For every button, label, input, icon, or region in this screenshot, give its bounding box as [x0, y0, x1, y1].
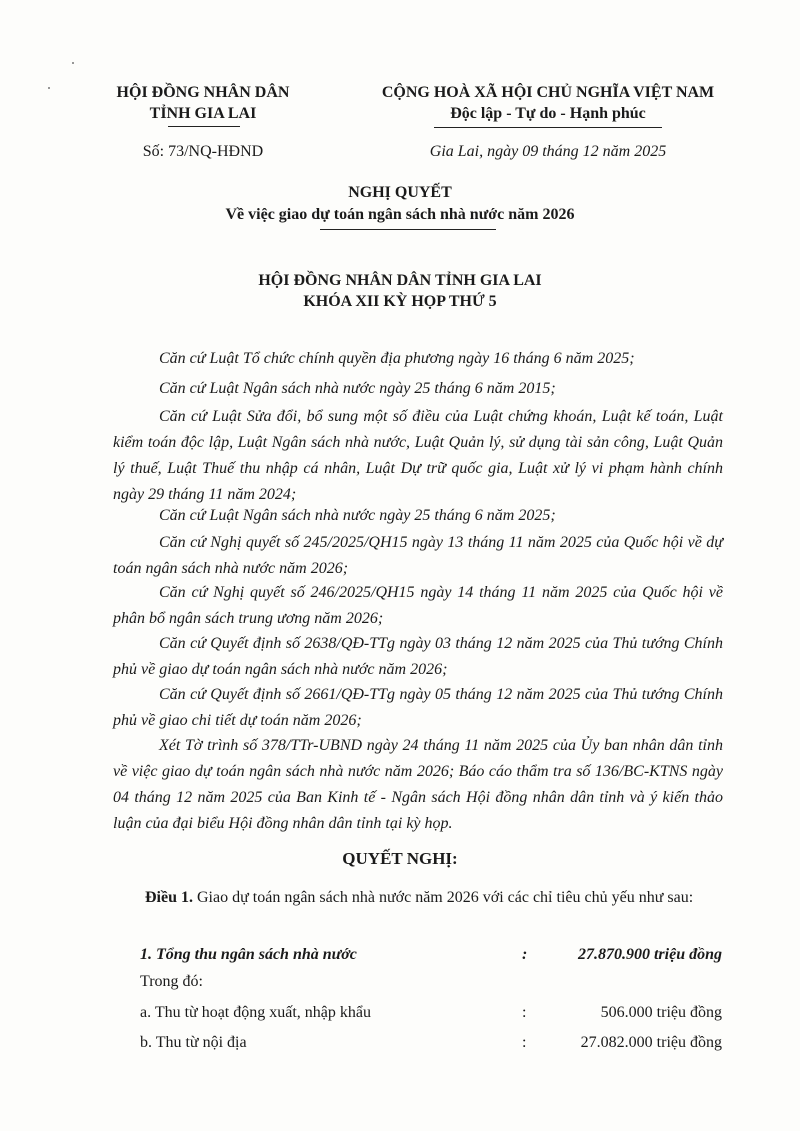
council-province: TỈNH GIA LAI: [149, 105, 257, 122]
scan-speck: [48, 87, 50, 89]
budget-item-row: [140, 1034, 722, 1058]
document-number: Số: 73/NQ-HĐND: [142, 143, 264, 160]
issuer-session: KHÓA XII KỲ HỌP THỨ 5: [303, 293, 497, 310]
council-name: HỘI ĐỒNG NHÂN DÂN: [116, 84, 290, 101]
header-underline-right: [434, 127, 662, 128]
preamble-item: Căn cứ Luật Ngân sách nhà nước ngày 25 tháng 6 năm 2015;: [159, 380, 556, 397]
separator-colon: :: [522, 1004, 527, 1021]
national-motto: Độc lập - Tự do - Hạnh phúc: [450, 105, 646, 122]
budget-item-label: a. Thu từ hoạt động xuất, nhập khẩu: [140, 1004, 371, 1021]
budget-total-row: [140, 946, 722, 970]
budget-item-label: b. Thu từ nội địa: [140, 1034, 247, 1051]
preamble-item: Căn cứ Luật Ngân sách nhà nước ngày 25 tháng 6 năm 2025;: [159, 507, 556, 524]
decision-heading: QUYẾT NGHỊ:: [342, 849, 458, 868]
separator-colon: :: [522, 946, 528, 963]
budget-item-value: 506.000 triệu đồng: [600, 1004, 722, 1021]
header-underline-left: [168, 126, 240, 127]
issuer-name: HỘI ĐỒNG NHÂN DÂN TỈNH GIA LAI: [258, 272, 542, 289]
preamble-item: Căn cứ Luật Sửa đổi, bổ sung một số điều của Luật chứng khoán, Luật kế toán, Luật kiểm toán độc lập, Luật Ngân sách nhà nước, Luật Quản lý, sử dụng tài sản công, Luật Quản lý thuế, Luật Thuế thu nhập cá nhân, Luật Dự trữ quốc gia, Luật xử lý vi phạm hành chính ngày 29 tháng 11 năm 2024;: [113, 408, 723, 503]
preamble-item: Căn cứ Quyết định số 2638/QĐ-TTg ngày 03 tháng 12 năm 2025 của Thủ tướng Chính phủ về giao dự toán ngân sách nhà nước năm 2026;: [113, 635, 723, 678]
document-type: NGHỊ QUYẾT: [348, 184, 452, 201]
budget-item-value: 27.082.000 triệu đồng: [580, 1034, 722, 1051]
document-subject: Về việc giao dự toán ngân sách nhà nước năm 2026: [225, 206, 575, 223]
preamble-item: Căn cứ Nghị quyết số 246/2025/QH15 ngày 14 tháng 11 năm 2025 của Quốc hội về phân bổ ngân sách trung ương năm 2026;: [113, 584, 723, 627]
article-1-text: Giao dự toán ngân sách nhà nước năm 2026 với các chỉ tiêu chủ yếu như sau:: [193, 889, 694, 906]
place-date: Gia Lai, ngày 09 tháng 12 năm 2025: [429, 143, 667, 160]
budget-subheading: Trong đó:: [140, 973, 203, 990]
republic-name: CỘNG HOÀ XÃ HỘI CHỦ NGHĨA VIỆT NAM: [381, 84, 715, 101]
scan-speck: [72, 62, 74, 64]
preamble-item: Xét Tờ trình số 378/TTr-UBND ngày 24 tháng 11 năm 2025 của Ủy ban nhân dân tỉnh về việc giao dự toán ngân sách nhà nước năm 2026; Báo cáo thẩm tra số 136/BC-KTNS ngày 04 tháng 12 năm 2025 của Ban Kinh tế - Ngân sách Hội đồng nhân dân tỉnh và ý kiến thảo luận của đại biểu Hội đồng nhân dân tỉnh tại kỳ họp.: [113, 737, 723, 832]
separator-colon: :: [522, 1034, 527, 1051]
preamble-item: Căn cứ Quyết định số 2661/QĐ-TTg ngày 05 tháng 12 năm 2025 của Thủ tướng Chính phủ về giao chi tiết dự toán năm 2026;: [113, 686, 723, 729]
budget-total-value: 27.870.900 triệu đồng: [577, 946, 722, 963]
budget-subheading-row: [140, 973, 722, 997]
article-1-label: Điều 1.: [145, 889, 193, 906]
budget-total-label: 1. Tổng thu ngân sách nhà nước: [140, 946, 357, 963]
article-1: [113, 886, 723, 910]
preamble-item: Căn cứ Luật Tổ chức chính quyền địa phương ngày 16 tháng 6 năm 2025;: [159, 350, 635, 367]
budget-item-row: [140, 1004, 722, 1028]
title-underline: [320, 229, 496, 230]
preamble-item: Căn cứ Nghị quyết số 245/2025/QH15 ngày 13 tháng 11 năm 2025 của Quốc hội về dự toán ngân sách nhà nước năm 2026;: [113, 534, 723, 577]
